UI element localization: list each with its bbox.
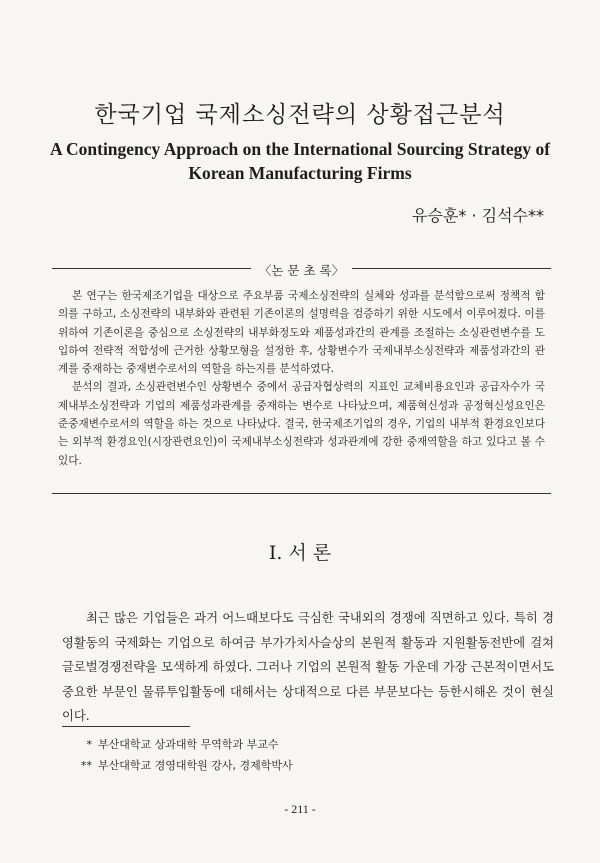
footnote-text: 부산대학교 상과대학 무역학과 부교수	[98, 738, 279, 751]
authors: 유승훈* · 김석수**	[412, 206, 544, 225]
abstract-paragraph: 본 연구는 한국제조기업을 대상으로 주요부품 국제소싱전략의 실체와 성과를 분석함으로써 정책적 함의를 구하고, 소싱전략의 내부화와 관련된 기존이론의 설명력을 검증하기 위한 시도에서 이루어졌다. 이를 위하여 기존이론을 중심으로 소싱전략의 내부화정도와 제품성과간의 관계를 조절하는 소싱관련변수를 도입하여 전략적 적합성에 근거한 상황모형을 설정한 후, 상황변수가 국제내부소싱전략과 제품성과간의 관계를 중재하는 중재변수로서의 역할을 하는지를 분석하였다.	[58, 290, 545, 376]
body-text	[62, 606, 554, 729]
footnote	[70, 755, 293, 776]
footnotes	[70, 734, 293, 776]
footnote	[70, 734, 293, 755]
body-paragraph: 최근 많은 기업들은 과거 어느때보다도 극심한 국내외의 경쟁에 직면하고 있다. 특히 경영활동의 국제화는 기업으로 하여금 부가가치사슬상의 본원적 활동과 지원활동전반에 걸쳐 글로벌경쟁전략을 모색하게 하였다. 그러나 기업의 본원적 활동 가운데 가장 근본적이면서도 중요한 부문인 물류투입활동에 대해서는 상대적으로 다른 부문보다는 등한시해온 것이 현실이다.	[62, 611, 554, 723]
paper-title-korean: 한국기업 국제소싱전략의 상황접근분석	[94, 102, 506, 128]
abstract-heading	[52, 260, 551, 279]
abstract-paragraph: 분석의 결과, 소싱관련변수인 상황변수 중에서 공급자협상력의 지표인 교체비용요인과 공급자수가 국제내부소싱전략과 기업의 제품성과관계를 중재하는 변수로 나타났으며, 제품혁신성과 공정혁신성요인은 준중재변수로서의 역할을 하는 것으로 나타났다. 결국, 한국제조기업의 경우, 기업의 내부적 환경요인보다는 외부적 환경요인(시장관련요인)이 국제내부소싱전략과 성과관계에 강한 중재역할을 하고 있다고 볼 수 있다.	[58, 381, 545, 467]
abstract-box	[52, 263, 551, 494]
abstract-body	[58, 287, 545, 470]
paper-title-english: A Contingency Approach on the International Sourcing Strategy of Korean Manufacturing Firms	[49, 139, 551, 183]
footnote-divider	[62, 726, 190, 727]
footnote-mark: *	[86, 738, 92, 751]
abstract-heading-text: 〈논 문 초 록〉	[251, 263, 352, 278]
footnote-mark: **	[81, 759, 92, 772]
footnote-text: 부산대학교 경영대학원 강사, 경제학박사	[98, 759, 293, 772]
page-number: - 211 -	[284, 802, 316, 816]
section-title: I. 서 론	[268, 542, 332, 564]
